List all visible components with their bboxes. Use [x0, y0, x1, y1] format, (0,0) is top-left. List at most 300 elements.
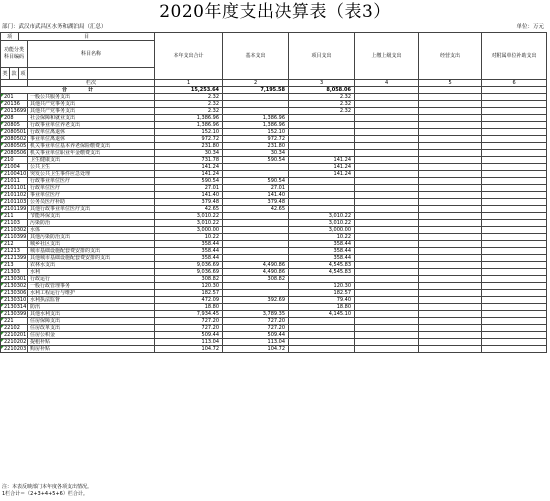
table-row [1, 339, 547, 346]
col-header-total: 本年支出合计 [155, 33, 223, 80]
value-cell: 2.32 [155, 101, 223, 108]
value-cell: 731.78 [155, 157, 223, 164]
cell-marker-icon [1, 157, 4, 160]
value-cell [355, 346, 419, 353]
cell-marker-icon [1, 227, 4, 230]
subject-name-cell: 农林水支出 [28, 262, 155, 269]
func-code-cell [1, 283, 28, 290]
func-code-cell [1, 199, 28, 206]
value-cell [355, 325, 419, 332]
value-cell: 9,036.69 [155, 269, 223, 276]
value-cell [355, 157, 419, 164]
value-cell [355, 283, 419, 290]
value-cell [419, 339, 482, 346]
table-row [1, 276, 547, 283]
value-cell [419, 213, 482, 220]
value-cell [355, 269, 419, 276]
subject-name-cell: 住房保障支出 [28, 318, 155, 325]
value-cell: 42.65 [223, 206, 289, 213]
func-code-cell [1, 248, 28, 255]
value-cell [355, 122, 419, 129]
value-cell [482, 206, 547, 213]
value-cell: 472.09 [155, 297, 223, 304]
subject-name-cell: 行政事业单位养老支出 [28, 122, 155, 129]
value-cell: 1,386.96 [155, 122, 223, 129]
value-cell: 3,000.00 [289, 227, 355, 234]
value-cell: 141.24 [289, 164, 355, 171]
value-cell [419, 276, 482, 283]
cell-marker-icon [1, 213, 4, 216]
value-cell [482, 248, 547, 255]
value-cell [223, 283, 289, 290]
value-cell [419, 94, 482, 101]
expenditure-table [0, 32, 547, 353]
table-row [1, 262, 547, 269]
value-cell: 42.65 [155, 206, 223, 213]
value-cell [419, 227, 482, 234]
value-cell [482, 108, 547, 115]
table-row [1, 150, 547, 157]
value-cell [355, 241, 419, 248]
lanci-1: 1 [155, 80, 223, 87]
value-cell [419, 150, 482, 157]
value-cell [355, 178, 419, 185]
cell-marker-icon [1, 297, 4, 300]
subject-name-cell: 公务员医疗补助 [28, 199, 155, 206]
value-cell: 2.32 [289, 108, 355, 115]
footnote-1: 注：本表反映部门本年度各项支出情况。 [2, 484, 93, 490]
col-header-project: 项目支出 [289, 33, 355, 80]
value-cell [482, 122, 547, 129]
func-code-cell [1, 339, 28, 346]
subject-name-cell: 机关事业单位基本养老保险缴费支出 [28, 143, 155, 150]
table-row [1, 94, 547, 101]
func-code-cell [1, 101, 28, 108]
table-row [1, 164, 547, 171]
table-row [1, 171, 547, 178]
cell-marker-icon [1, 115, 4, 118]
value-cell [482, 213, 547, 220]
value-cell [355, 255, 419, 262]
section-label-2: 目 [19, 33, 155, 41]
table-row [1, 157, 547, 164]
subject-name-cell: 城市基础设施配套费安排的支出 [28, 248, 155, 255]
cell-marker-icon [1, 178, 4, 181]
table-row [1, 220, 547, 227]
cell-marker-icon [1, 339, 4, 342]
func-code-cell [1, 276, 28, 283]
value-cell [223, 248, 289, 255]
subject-name-cell: 其他共产党事务支出 [28, 101, 155, 108]
value-cell [289, 129, 355, 136]
value-cell: 727.20 [223, 325, 289, 332]
value-cell: 308.82 [223, 276, 289, 283]
value-cell [419, 192, 482, 199]
value-cell [355, 213, 419, 220]
value-cell: 9,036.69 [155, 262, 223, 269]
value-cell [289, 276, 355, 283]
value-cell [482, 255, 547, 262]
value-cell [289, 150, 355, 157]
value-cell [289, 178, 355, 185]
value-cell: 104.72 [155, 346, 223, 353]
value-cell [419, 185, 482, 192]
subject-name-cell: 行政运行 [28, 276, 155, 283]
func-code-cell [1, 220, 28, 227]
cell-marker-icon [1, 325, 4, 328]
func-code: 21004 [4, 164, 20, 170]
value-cell [289, 122, 355, 129]
value-cell: 308.82 [155, 276, 223, 283]
func-code: 20136 [4, 101, 20, 107]
func-code: 2130310 [4, 297, 27, 303]
func-code: 2101101 [4, 185, 27, 191]
header-row-section [1, 33, 547, 41]
func-code-cell [1, 304, 28, 311]
table-row [1, 108, 547, 115]
value-cell: 104.72 [223, 346, 289, 353]
subject-name-cell: 购房补贴 [28, 346, 155, 353]
cell-marker-icon [1, 269, 4, 272]
cell-marker-icon [1, 122, 4, 125]
value-cell: 972.72 [223, 136, 289, 143]
cell-marker-icon [1, 164, 4, 167]
value-cell: 972.72 [155, 136, 223, 143]
value-cell [419, 325, 482, 332]
cell-marker-icon [1, 108, 4, 111]
value-cell [355, 94, 419, 101]
value-cell: 2.32 [155, 94, 223, 101]
value-cell [355, 129, 419, 136]
func-code: 208 [4, 115, 14, 121]
value-cell [223, 171, 289, 178]
value-cell: 509.44 [223, 332, 289, 339]
value-cell: 27.01 [223, 185, 289, 192]
func-code: 2013699 [4, 108, 27, 114]
lanci-2: 2 [223, 80, 289, 87]
cell-marker-icon [1, 283, 4, 286]
value-cell: 4,545.83 [289, 262, 355, 269]
xiang-label: 项 [19, 68, 28, 80]
value-cell [419, 178, 482, 185]
table-row [1, 136, 547, 143]
func-code-cell [1, 234, 28, 241]
subject-name-cell: 其他污染防治支出 [28, 234, 155, 241]
value-cell [482, 150, 547, 157]
cell-marker-icon [1, 143, 4, 146]
value-cell [482, 339, 547, 346]
value-cell [223, 101, 289, 108]
value-cell [482, 227, 547, 234]
section-label: 项 [1, 33, 19, 41]
subject-name-cell: 其他共产党事务支出 [28, 108, 155, 115]
value-cell: 358.44 [155, 241, 223, 248]
value-cell [419, 234, 482, 241]
value-cell [482, 325, 547, 332]
func-code: 2101199 [4, 206, 27, 212]
table-row [1, 290, 547, 297]
func-code-cell [1, 150, 28, 157]
value-cell [223, 234, 289, 241]
func-code-cell [1, 192, 28, 199]
value-cell [419, 269, 482, 276]
value-cell: 231.80 [155, 143, 223, 150]
func-code: 22102 [4, 325, 20, 331]
subject-name-cell: 事业单位离退休 [28, 136, 155, 143]
func-code-cell [1, 227, 28, 234]
cell-marker-icon [1, 276, 4, 279]
value-cell: 3,010.22 [289, 220, 355, 227]
value-cell [355, 115, 419, 122]
value-cell [482, 101, 547, 108]
value-cell [419, 311, 482, 318]
value-cell [223, 227, 289, 234]
func-code: 2100410 [4, 171, 27, 177]
func-code-cell [1, 115, 28, 122]
func-code: 201 [4, 94, 14, 100]
func-code: 212 [4, 241, 14, 247]
cell-marker-icon [1, 234, 4, 237]
func-code-cell [1, 311, 28, 318]
cell-marker-icon [1, 101, 4, 104]
value-cell [289, 199, 355, 206]
value-cell [289, 206, 355, 213]
func-code: 2121399 [4, 255, 27, 261]
table-row [1, 248, 547, 255]
total-value-1: 15,253.64 [155, 87, 223, 94]
value-cell: 3,010.22 [155, 220, 223, 227]
value-cell: 7,934.45 [155, 311, 223, 318]
value-cell [482, 262, 547, 269]
func-code: 20805 [4, 122, 20, 128]
value-cell [355, 339, 419, 346]
table-row [1, 143, 547, 150]
value-cell [355, 185, 419, 192]
value-cell [223, 304, 289, 311]
func-code: 221 [4, 318, 14, 324]
value-cell [223, 255, 289, 262]
value-cell [482, 290, 547, 297]
cell-marker-icon [1, 220, 4, 223]
value-cell: 2.32 [289, 94, 355, 101]
func-code-cell [1, 108, 28, 115]
func-code-cell [1, 318, 28, 325]
value-cell [482, 157, 547, 164]
blank-cell [28, 68, 155, 80]
value-cell [482, 164, 547, 171]
func-code-cell [1, 346, 28, 353]
kuan-label: 款 [10, 68, 19, 80]
value-cell [419, 157, 482, 164]
subject-name-cell: 防汛 [28, 304, 155, 311]
value-cell [482, 269, 547, 276]
subject-name-cell: 行政单位离退休 [28, 129, 155, 136]
value-cell [482, 346, 547, 353]
value-cell: 79.40 [289, 297, 355, 304]
value-cell: 152.10 [155, 129, 223, 136]
func-code-cell [1, 136, 28, 143]
func-code: 2210201 [4, 332, 27, 338]
value-cell: 1,386.96 [155, 115, 223, 122]
table-row [1, 346, 547, 353]
value-cell [419, 262, 482, 269]
department-label: 部门：武汉市武昌区水务和湖泊局（汇总） [2, 24, 107, 30]
cell-marker-icon [1, 311, 4, 314]
table-row [1, 283, 547, 290]
table-row [1, 101, 547, 108]
value-cell [482, 192, 547, 199]
value-cell: 27.01 [155, 185, 223, 192]
value-cell [355, 262, 419, 269]
table-row [1, 332, 547, 339]
value-cell [355, 136, 419, 143]
subject-name-cell: 水体 [28, 227, 155, 234]
value-cell: 358.44 [155, 248, 223, 255]
value-cell: 141.24 [289, 157, 355, 164]
value-cell [419, 199, 482, 206]
value-cell [289, 325, 355, 332]
cell-marker-icon [1, 94, 4, 97]
value-cell [355, 164, 419, 171]
table-row [1, 318, 547, 325]
value-cell: 141.24 [155, 164, 223, 171]
value-cell [419, 220, 482, 227]
value-cell: 509.44 [155, 332, 223, 339]
value-cell [355, 101, 419, 108]
value-cell: 590.54 [155, 178, 223, 185]
value-cell [419, 136, 482, 143]
value-cell: 358.44 [289, 255, 355, 262]
value-cell [482, 283, 547, 290]
value-cell [419, 101, 482, 108]
value-cell: 141.24 [155, 171, 223, 178]
value-cell [289, 332, 355, 339]
value-cell: 3,000.00 [155, 227, 223, 234]
func-code-cell [1, 262, 28, 269]
table-row [1, 311, 547, 318]
func-code: 2080502 [4, 136, 27, 142]
func-code: 2130306 [4, 290, 27, 296]
value-cell [419, 115, 482, 122]
table-row [1, 297, 547, 304]
cell-marker-icon [1, 262, 4, 265]
table-row [1, 213, 547, 220]
value-cell: 2.32 [289, 101, 355, 108]
total-value-2: 7,195.58 [223, 87, 289, 94]
value-cell: 358.44 [155, 255, 223, 262]
cell-marker-icon [1, 255, 4, 258]
func-code: 2101103 [4, 199, 27, 205]
func-code: 2080501 [4, 129, 27, 135]
func-code: 2110399 [4, 234, 27, 240]
value-cell: 141.40 [223, 192, 289, 199]
total-value-6 [482, 87, 547, 94]
table-row [1, 115, 547, 122]
func-code: 213 [4, 262, 14, 268]
value-cell: 18.80 [155, 304, 223, 311]
cell-marker-icon [1, 241, 4, 244]
value-cell: 3,789.35 [223, 311, 289, 318]
value-cell: 10.22 [155, 234, 223, 241]
value-cell [223, 213, 289, 220]
lanci-4: 4 [355, 80, 419, 87]
func-code-cell [1, 255, 28, 262]
value-cell [289, 115, 355, 122]
subject-name-cell: 公共卫生 [28, 164, 155, 171]
value-cell: 379.48 [223, 199, 289, 206]
table-row [1, 199, 547, 206]
value-cell [355, 311, 419, 318]
subject-name-cell: 事业单位医疗 [28, 192, 155, 199]
value-cell [355, 220, 419, 227]
func-code-cell [1, 325, 28, 332]
table-row [1, 122, 547, 129]
value-cell [223, 108, 289, 115]
value-cell [482, 241, 547, 248]
value-cell [482, 143, 547, 150]
value-cell [482, 276, 547, 283]
value-cell [355, 297, 419, 304]
footnote-2: 1栏合计＝（2+3+4+5+6）栏合计。 [2, 491, 88, 497]
value-cell [355, 108, 419, 115]
lanci-5: 5 [419, 80, 482, 87]
value-cell [482, 171, 547, 178]
func-code-cell [1, 122, 28, 129]
value-cell [482, 136, 547, 143]
func-code-cell [1, 269, 28, 276]
value-cell [289, 339, 355, 346]
value-cell [419, 332, 482, 339]
value-cell: 141.24 [289, 171, 355, 178]
value-cell: 727.20 [223, 318, 289, 325]
func-code-label: 功能分类科目编码 [1, 41, 28, 68]
lei-label: 类 [1, 68, 10, 80]
value-cell: 379.48 [155, 199, 223, 206]
value-cell: 3,010.22 [155, 213, 223, 220]
subject-name-cell: 一般行政管理事务 [28, 283, 155, 290]
value-cell [482, 178, 547, 185]
cell-marker-icon [1, 248, 4, 251]
value-cell: 120.30 [155, 283, 223, 290]
subject-name-cell: 住房改革支出 [28, 325, 155, 332]
unit-label: 单位：万元 [516, 24, 544, 30]
subject-name-cell: 其他城市基础设施配套费安排的支出 [28, 255, 155, 262]
func-code: 2080506 [4, 150, 27, 156]
func-code: 2210203 [4, 346, 27, 352]
func-code: 2130314 [4, 304, 27, 310]
table-row [1, 185, 547, 192]
subject-name-cell: 突发公共卫生事件应急处理 [28, 171, 155, 178]
value-cell [482, 311, 547, 318]
func-code: 2110302 [4, 227, 27, 233]
total-label: 合 计 [1, 87, 155, 94]
cell-marker-icon [1, 318, 4, 321]
value-cell [355, 276, 419, 283]
cell-marker-icon [1, 129, 4, 132]
subject-name-cell: 其他行政事业单位医疗支出 [28, 206, 155, 213]
func-code: 2101102 [4, 192, 27, 198]
subject-name-cell: 城乡社区支出 [28, 241, 155, 248]
value-cell [289, 346, 355, 353]
value-cell: 1,386.96 [223, 115, 289, 122]
func-code-cell [1, 297, 28, 304]
cell-marker-icon [1, 192, 4, 195]
value-cell [355, 290, 419, 297]
col-header-business: 经营支出 [419, 33, 482, 80]
col-header-basic: 基本支出 [223, 33, 289, 80]
subject-name-cell: 社会保障和就业支出 [28, 115, 155, 122]
table-row [1, 325, 547, 332]
